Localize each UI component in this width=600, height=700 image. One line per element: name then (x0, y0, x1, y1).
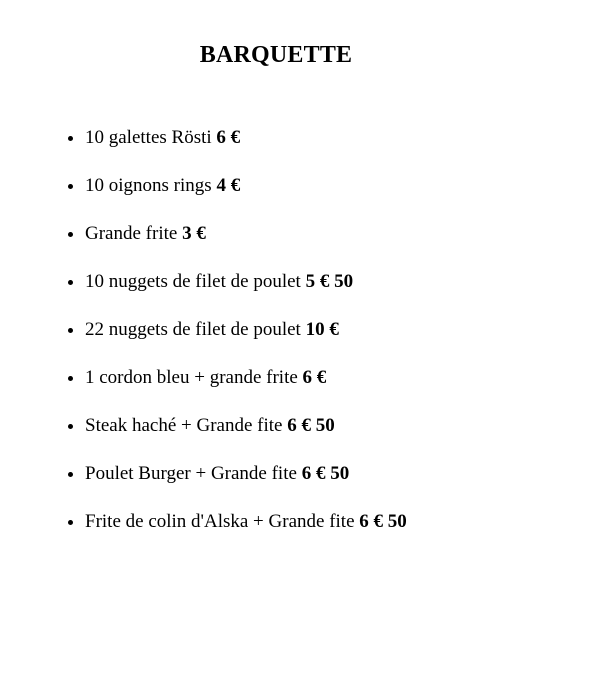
item-name: 22 nuggets de filet de poulet (85, 319, 301, 340)
item-name: 10 oignons rings (85, 175, 212, 196)
list-item (85, 317, 407, 365)
item-price: 4 € (216, 175, 241, 196)
item-name: 1 cordon bleu + grande frite (85, 367, 298, 388)
item-name: Frite de colin d'Alska + Grande fite (85, 511, 355, 532)
list-item (85, 269, 407, 317)
item-name: Steak haché + Grande fite (85, 415, 283, 436)
page-title: BARQUETTE (199, 42, 353, 68)
list-item (85, 365, 407, 413)
item-name: Poulet Burger + Grande fite (85, 463, 297, 484)
item-price: 6 € 50 (359, 511, 407, 532)
list-item (85, 221, 407, 269)
item-price: 6 € (216, 127, 241, 148)
item-name: Grande frite (85, 223, 178, 244)
item-name: 10 galettes Rösti (85, 127, 212, 148)
list-item (85, 125, 407, 173)
item-price: 6 € 50 (301, 463, 350, 484)
item-price: 6 € (302, 367, 327, 388)
item-price: 3 € (182, 223, 206, 244)
item-price: 10 € (305, 319, 339, 340)
item-price: 6 € 50 (287, 415, 335, 436)
list-item (85, 413, 407, 461)
item-name: 10 nuggets de filet de poulet (85, 271, 301, 292)
list-item (85, 461, 407, 509)
menu-list (0, 125, 407, 557)
list-item (85, 509, 407, 557)
list-item (85, 173, 407, 221)
item-price: 5 € 50 (305, 271, 354, 292)
